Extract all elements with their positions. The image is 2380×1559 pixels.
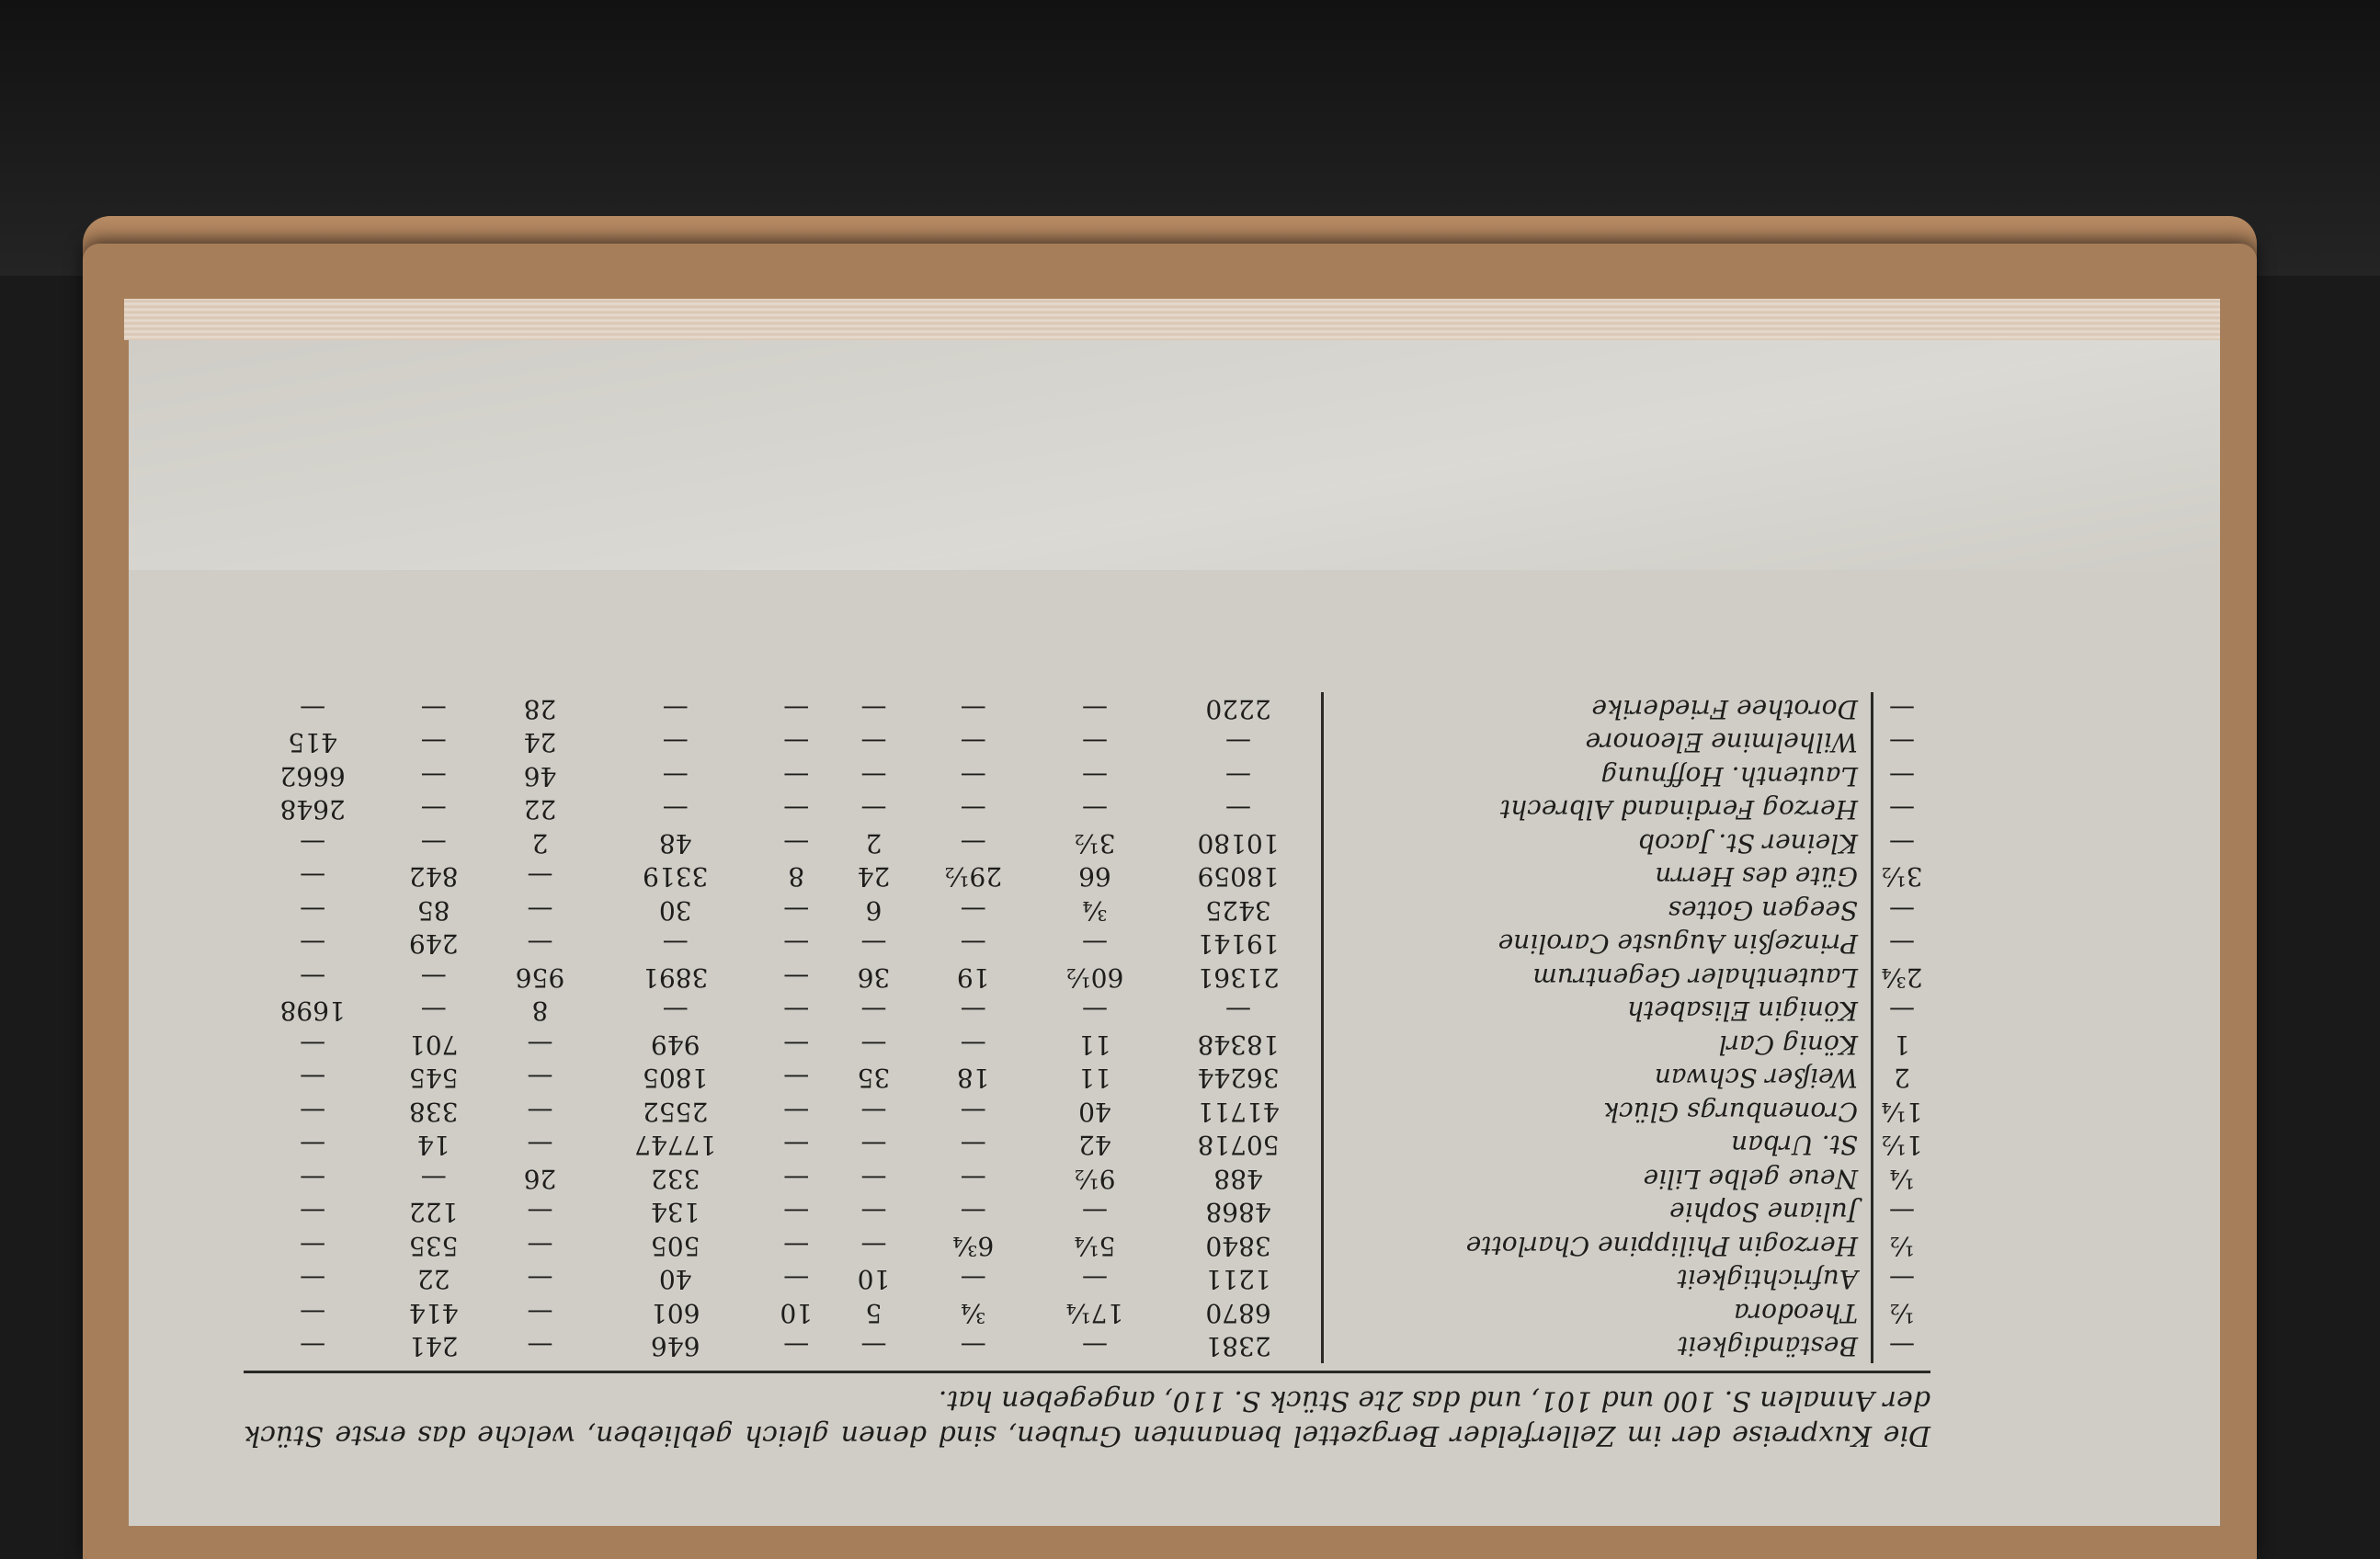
value-cell: —: [860, 1096, 887, 1127]
value-cell: —: [662, 996, 689, 1027]
table-row: [245, 1062, 1931, 1096]
rate-cell: —: [1873, 1330, 1931, 1364]
rate-cell: ½: [1873, 1229, 1931, 1263]
rate-cell: —: [1873, 692, 1931, 726]
value-cell: 1805: [643, 1063, 709, 1094]
value-cell: —: [1225, 996, 1252, 1027]
rate-cell: 1½: [1873, 1129, 1931, 1163]
value-cell: —: [662, 693, 689, 724]
value-cell: 14: [416, 1130, 450, 1161]
value-cell: —: [300, 1063, 326, 1094]
rate-cell: —: [1873, 826, 1931, 860]
value-cell: 50718: [1197, 1130, 1280, 1161]
value-cell: —: [960, 794, 986, 825]
value-cell: —: [527, 1029, 553, 1060]
value-cell: 249: [408, 928, 459, 960]
rate-cell: 1: [1873, 1028, 1931, 1062]
value-cell: 3425: [1205, 894, 1271, 926]
printed-table-block: [244, 561, 1930, 1452]
value-cell: 24: [523, 727, 557, 758]
value-cell: 842: [408, 861, 459, 893]
value-cell: —: [1081, 1264, 1108, 1295]
value-cell: 22: [416, 1264, 450, 1295]
value-cell: —: [527, 1297, 553, 1328]
mine-name-cell: Weißer Schwan: [1323, 1062, 1873, 1096]
value-cell: 1698: [279, 996, 346, 1027]
value-cell: 19141: [1197, 928, 1280, 960]
value-cell: 9½: [1074, 1163, 1116, 1194]
mine-name-cell: Wilhelmine Eleonore: [1323, 726, 1873, 760]
value-cell: 122: [408, 1197, 459, 1228]
page-fold-shadow: [129, 340, 2220, 570]
value-cell: 10: [780, 1297, 814, 1328]
value-cell: —: [527, 1130, 553, 1161]
rate-cell: 2: [1873, 1062, 1931, 1096]
mine-name-cell: Güte des Herrn: [1323, 860, 1873, 894]
value-cell: 2552: [643, 1096, 709, 1127]
value-cell: —: [960, 693, 986, 724]
value-cell: 60½: [1065, 962, 1124, 993]
mine-name-cell: Herzogin Philippine Charlotte: [1323, 1229, 1873, 1263]
value-cell: 11: [1078, 1029, 1111, 1060]
table-row: [245, 1330, 1931, 1364]
value-cell: —: [783, 928, 810, 960]
value-cell: —: [960, 928, 986, 960]
value-cell: 2220: [1205, 693, 1271, 724]
value-cell: 36: [857, 962, 891, 993]
value-cell: 18348: [1197, 1029, 1280, 1060]
value-cell: 949: [650, 1029, 700, 1060]
value-cell: 66: [1078, 861, 1111, 893]
value-cell: —: [300, 1029, 326, 1060]
value-cell: —: [1081, 928, 1108, 960]
value-cell: 6870: [1205, 1297, 1271, 1328]
value-cell: —: [527, 1264, 553, 1295]
value-cell: —: [662, 727, 689, 758]
value-cell: —: [527, 1331, 553, 1362]
value-cell: —: [420, 727, 447, 758]
value-cell: 414: [408, 1297, 459, 1328]
value-cell: —: [960, 1163, 986, 1194]
value-cell: 601: [650, 1297, 700, 1328]
value-cell: 17747: [634, 1130, 717, 1161]
table-row: [245, 1095, 1931, 1129]
value-cell: —: [783, 1264, 810, 1295]
mine-name-cell: Lautenth. Hoffnung: [1323, 759, 1873, 793]
value-cell: —: [420, 962, 447, 993]
value-cell: —: [783, 827, 810, 859]
value-cell: 22: [523, 794, 557, 825]
value-cell: —: [860, 1230, 887, 1261]
value-cell: —: [300, 962, 326, 993]
value-cell: —: [783, 1130, 810, 1161]
value-cell: —: [1225, 760, 1252, 791]
value-cell: 19: [956, 962, 990, 993]
value-cell: —: [1081, 760, 1108, 791]
value-cell: 48: [658, 827, 692, 859]
value-cell: —: [300, 827, 326, 859]
value-cell: —: [420, 794, 447, 825]
rate-cell: —: [1873, 793, 1931, 827]
table-row: [245, 793, 1931, 827]
value-cell: —: [1225, 794, 1252, 825]
value-cell: 8: [788, 861, 805, 893]
value-cell: —: [783, 1096, 810, 1127]
value-cell: —: [783, 1331, 810, 1362]
value-cell: 17¼: [1065, 1297, 1124, 1328]
value-cell: —: [860, 996, 887, 1027]
value-cell: 241: [408, 1331, 459, 1362]
value-cell: ¾: [961, 1297, 986, 1328]
value-cell: 2: [531, 827, 549, 859]
mine-name-cell: St. Urban: [1323, 1129, 1873, 1163]
value-cell: —: [1225, 727, 1252, 758]
value-cell: 6662: [279, 760, 346, 791]
value-cell: —: [860, 1029, 887, 1060]
value-cell: 6¾: [952, 1230, 995, 1261]
value-cell: 42: [1078, 1130, 1111, 1161]
value-cell: —: [527, 1096, 553, 1127]
value-cell: 41711: [1197, 1096, 1280, 1127]
table-row: [245, 826, 1931, 860]
value-cell: 21361: [1197, 962, 1280, 993]
rate-cell: —: [1873, 995, 1931, 1029]
value-cell: —: [783, 1163, 810, 1194]
mine-name-cell: Theodora: [1323, 1296, 1873, 1330]
value-cell: 505: [650, 1230, 700, 1261]
value-cell: —: [860, 794, 887, 825]
value-cell: —: [420, 693, 447, 724]
table-row: [245, 726, 1931, 760]
value-cell: —: [527, 1197, 553, 1228]
value-cell: 85: [416, 894, 450, 926]
value-cell: 40: [658, 1264, 692, 1295]
value-cell: 535: [408, 1230, 459, 1261]
rate-cell: 1¼: [1873, 1095, 1931, 1129]
value-cell: —: [1081, 996, 1108, 1027]
value-cell: —: [860, 727, 887, 758]
value-cell: —: [420, 760, 447, 791]
value-cell: —: [1081, 727, 1108, 758]
value-cell: —: [860, 1197, 887, 1228]
rate-cell: —: [1873, 893, 1931, 927]
value-cell: —: [527, 861, 553, 893]
value-cell: 701: [408, 1029, 459, 1060]
value-cell: —: [527, 894, 553, 926]
value-cell: —: [783, 693, 810, 724]
value-cell: 1211: [1205, 1264, 1271, 1295]
mine-name-cell: Kleiner St. Jacob: [1323, 826, 1873, 860]
value-cell: —: [783, 760, 810, 791]
value-cell: —: [860, 928, 887, 960]
value-cell: —: [860, 1163, 887, 1194]
value-cell: 36244: [1197, 1063, 1280, 1094]
value-cell: —: [662, 760, 689, 791]
rate-cell: —: [1873, 759, 1931, 793]
value-cell: —: [527, 1230, 553, 1261]
value-cell: 956: [515, 962, 565, 993]
value-cell: —: [300, 693, 326, 724]
value-cell: 3891: [643, 962, 709, 993]
value-cell: —: [960, 1029, 986, 1060]
value-cell: —: [420, 827, 447, 859]
value-cell: —: [300, 1230, 326, 1261]
value-cell: —: [860, 760, 887, 791]
value-cell: 11: [1078, 1063, 1111, 1094]
page-edges: [124, 299, 2220, 340]
mine-name-cell: Aufrichtigkeit: [1323, 1263, 1873, 1297]
value-cell: 5¼: [1074, 1230, 1116, 1261]
table-body: [245, 692, 1931, 1363]
rate-cell: —: [1873, 726, 1931, 760]
rate-cell: —: [1873, 927, 1931, 962]
value-cell: 10180: [1197, 827, 1280, 859]
rate-cell: ¼: [1873, 1162, 1931, 1196]
value-cell: 24: [857, 861, 891, 893]
table-row: [245, 995, 1931, 1029]
value-cell: 3319: [643, 861, 709, 893]
value-cell: —: [960, 996, 986, 1027]
table-row: [245, 1028, 1931, 1062]
value-cell: 4868: [1205, 1197, 1271, 1228]
mine-name-cell: Herzog Ferdinand Albrecht: [1323, 793, 1873, 827]
mine-name-cell: Beständigkeit: [1323, 1330, 1873, 1364]
value-cell: 3½: [1074, 827, 1116, 859]
value-cell: —: [300, 928, 326, 960]
rate-cell: ½: [1873, 1296, 1931, 1330]
table-row: [245, 1129, 1931, 1163]
value-cell: 338: [408, 1096, 459, 1127]
value-cell: —: [960, 1331, 986, 1362]
value-cell: —: [1081, 794, 1108, 825]
value-cell: 2381: [1205, 1331, 1271, 1362]
value-cell: —: [960, 894, 986, 926]
value-cell: —: [860, 693, 887, 724]
value-cell: —: [300, 1331, 326, 1362]
table-row: [245, 1263, 1931, 1297]
table-row: [245, 961, 1931, 995]
table-row: [245, 759, 1931, 793]
value-cell: —: [1081, 693, 1108, 724]
value-cell: —: [1081, 1197, 1108, 1228]
value-cell: 646: [650, 1331, 700, 1362]
value-cell: 28: [523, 693, 557, 724]
value-cell: 18: [956, 1063, 990, 1094]
table-row: [245, 927, 1931, 962]
value-cell: —: [960, 727, 986, 758]
value-cell: —: [420, 996, 447, 1027]
value-cell: 6: [865, 894, 883, 926]
table-row: [245, 692, 1931, 726]
value-cell: —: [300, 1130, 326, 1161]
value-cell: —: [960, 1130, 986, 1161]
mine-name-cell: Prinzeßin Auguste Caroline: [1323, 927, 1873, 962]
table-row: [245, 1162, 1931, 1196]
table-row: [245, 1196, 1931, 1230]
value-cell: —: [783, 727, 810, 758]
value-cell: —: [783, 1230, 810, 1261]
value-cell: —: [960, 1197, 986, 1228]
rate-cell: —: [1873, 1263, 1931, 1297]
mine-name-cell: Lautenthaler Gegentrum: [1323, 961, 1873, 995]
value-cell: —: [783, 794, 810, 825]
value-cell: —: [527, 1063, 553, 1094]
value-cell: 332: [650, 1163, 700, 1194]
value-cell: —: [783, 1063, 810, 1094]
value-cell: —: [420, 1163, 447, 1194]
rate-cell: —: [1873, 1196, 1931, 1230]
value-cell: 488: [1213, 1163, 1263, 1194]
mine-name-cell: Cronenburgs Glück: [1323, 1095, 1873, 1129]
value-cell: —: [662, 928, 689, 960]
value-cell: 29½: [944, 861, 1003, 893]
value-cell: —: [1081, 1331, 1108, 1362]
value-cell: —: [300, 894, 326, 926]
mine-name-cell: Königin Elisabeth: [1323, 995, 1873, 1029]
table-row: [245, 1296, 1931, 1330]
value-cell: 5: [865, 1297, 883, 1328]
value-cell: —: [300, 1163, 326, 1194]
value-cell: —: [960, 1096, 986, 1127]
value-cell: 2648: [279, 794, 346, 825]
mine-name-cell: Juliane Sophie: [1323, 1196, 1873, 1230]
value-cell: —: [300, 1096, 326, 1127]
value-cell: 3840: [1205, 1230, 1271, 1261]
value-cell: 134: [650, 1197, 700, 1228]
value-cell: —: [300, 1197, 326, 1228]
table-row: [245, 1229, 1931, 1263]
value-cell: 46: [523, 760, 557, 791]
value-cell: —: [860, 1130, 887, 1161]
value-cell: 2: [865, 827, 883, 859]
rate-cell: 3½: [1873, 860, 1931, 894]
value-cell: —: [527, 928, 553, 960]
value-cell: —: [960, 827, 986, 859]
value-cell: —: [960, 1264, 986, 1295]
value-cell: —: [300, 1297, 326, 1328]
table-row: [245, 860, 1931, 894]
value-cell: —: [300, 1264, 326, 1295]
value-cell: —: [783, 894, 810, 926]
value-cell: 35: [857, 1063, 891, 1094]
value-cell: —: [783, 996, 810, 1027]
mine-name-cell: Neue gelbe Lilie: [1323, 1162, 1873, 1196]
value-cell: ¾: [1082, 894, 1108, 926]
ore-price-table: [244, 692, 1930, 1363]
mine-name-cell: König Carl: [1323, 1028, 1873, 1062]
value-cell: —: [783, 1197, 810, 1228]
value-cell: 10: [857, 1264, 891, 1295]
caption-text: Die Kuxpreise der im Zellerfelder Bergzettel benannten Gruben, sind denen gleich geblieben, welche das erste Stück der Annalen S. 100 und 101, und das 2te Stück S. 110, angegeben hat.: [244, 1371, 1930, 1452]
mine-name-cell: Seegen Gottes: [1323, 893, 1873, 927]
value-cell: 30: [658, 894, 692, 926]
value-cell: 40: [1078, 1096, 1111, 1127]
value-cell: —: [860, 1331, 887, 1362]
value-cell: —: [300, 861, 326, 893]
value-cell: —: [783, 962, 810, 993]
mine-name-cell: Dorothee Friederike: [1323, 692, 1873, 726]
value-cell: —: [960, 760, 986, 791]
value-cell: —: [783, 1029, 810, 1060]
value-cell: 26: [523, 1163, 557, 1194]
value-cell: 8: [531, 996, 549, 1027]
value-cell: 415: [288, 727, 337, 758]
value-cell: —: [662, 794, 689, 825]
value-cell: 18059: [1197, 861, 1280, 893]
table-row: [245, 893, 1931, 927]
value-cell: 545: [408, 1063, 459, 1094]
rate-cell: 2¾: [1873, 961, 1931, 995]
